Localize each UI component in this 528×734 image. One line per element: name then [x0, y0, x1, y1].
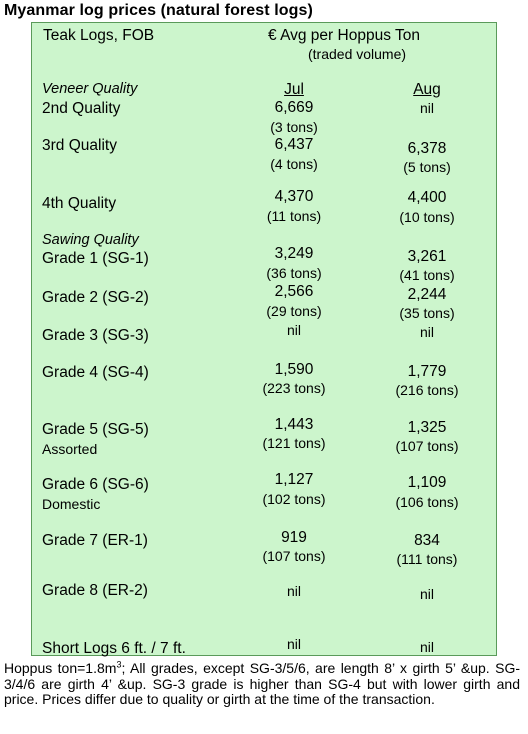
aug-price: 1,325: [407, 419, 447, 436]
aug-price: nil: [419, 639, 434, 655]
jul-price: nil: [286, 322, 301, 338]
aug-price: 2,244: [407, 286, 447, 303]
aug-volume: (10 tons): [399, 209, 455, 225]
jul-volume: (4 tons): [270, 156, 318, 172]
aug-volume: (216 tons): [395, 382, 459, 398]
jul-price: 919: [281, 529, 307, 546]
jul-price: 2,566: [274, 283, 314, 300]
footnote: [4, 661, 520, 708]
jul-volume: (102 tons): [262, 491, 326, 507]
aug-volume: (5 tons): [403, 159, 451, 175]
jul-price: 6,437: [274, 136, 314, 153]
aug-price: 1,779: [407, 363, 447, 380]
price-table: [31, 22, 497, 656]
jul-price: nil: [286, 583, 301, 599]
aug-volume: (41 tons): [399, 267, 455, 283]
aug-price: nil: [419, 324, 434, 340]
aug-price: 834: [414, 532, 440, 549]
footnote-prefix: Hoppus ton=1.8m: [4, 660, 117, 676]
row-label: 4th Quality: [42, 195, 117, 212]
unit-header: € Avg per Hoppus Ton: [268, 27, 420, 44]
row-label: Grade 4 (SG-4): [42, 364, 149, 381]
row-label: Grade 2 (SG-2): [42, 289, 149, 306]
row-label: Grade 6 (SG-6): [42, 476, 149, 493]
jul-volume: (3 tons): [270, 119, 318, 135]
jul-volume: (121 tons): [262, 435, 326, 451]
aug-price: 6,378: [407, 140, 447, 157]
aug-price: nil: [419, 586, 434, 602]
jul-volume: (107 tons): [262, 548, 326, 564]
col-aug-header: Aug: [413, 81, 441, 98]
row-label: Grade 3 (SG-3): [42, 327, 149, 344]
jul-price: nil: [286, 636, 301, 652]
row-sublabel: Assorted: [42, 441, 98, 457]
col-jul-header: Jul: [284, 81, 304, 98]
row-label: 2nd Quality: [42, 100, 121, 117]
aug-price: 4,400: [407, 189, 447, 206]
row-label: Grade 1 (SG-1): [42, 250, 149, 267]
jul-volume: (36 tons): [266, 265, 322, 281]
aug-price: 3,261: [407, 248, 447, 265]
page-title: Myanmar log prices (natural forest logs): [4, 2, 313, 19]
product-header: Teak Logs, FOB: [43, 27, 155, 44]
aug-volume: (106 tons): [395, 494, 459, 510]
jul-price: 1,127: [274, 471, 314, 488]
aug-volume: (111 tons): [396, 551, 458, 567]
jul-volume: (11 tons): [266, 208, 322, 224]
aug-price: nil: [419, 100, 434, 116]
jul-price: 4,370: [274, 188, 314, 205]
row-label: 3rd Quality: [42, 137, 117, 154]
row-label: Grade 7 (ER-1): [42, 532, 148, 549]
unit-note: (traded volume): [308, 46, 407, 62]
section-sawing: Sawing Quality: [42, 232, 139, 248]
aug-price: 1,109: [407, 474, 447, 491]
jul-volume: (223 tons): [262, 380, 326, 396]
jul-price: 1,590: [274, 361, 314, 378]
jul-price: 1,443: [274, 416, 314, 433]
aug-volume: (35 tons): [399, 305, 455, 321]
row-label: Short Logs 6 ft. / 7 ft.: [42, 640, 186, 657]
footnote-text: ; All grades, except SG-3/5/6, are length 8’ x girth 5’ &up. SG-3/4/6 are girth 4’ &up. SG-3 grade is higher than SG-4 but with lower girth and price. Prices differ due to quality or girth at the time of the transaction.: [4, 660, 520, 707]
row-label: Grade 5 (SG-5): [42, 421, 149, 438]
jul-volume: (29 tons): [266, 303, 322, 319]
jul-price: 6,669: [274, 99, 314, 116]
row-label: Grade 8 (ER-2): [42, 582, 148, 599]
row-sublabel: Domestic: [42, 496, 101, 512]
jul-price: 3,249: [274, 245, 314, 262]
section-veneer: Veneer Quality: [42, 81, 138, 97]
aug-volume: (107 tons): [395, 438, 459, 454]
footnote-superscript: 3: [116, 659, 122, 670]
